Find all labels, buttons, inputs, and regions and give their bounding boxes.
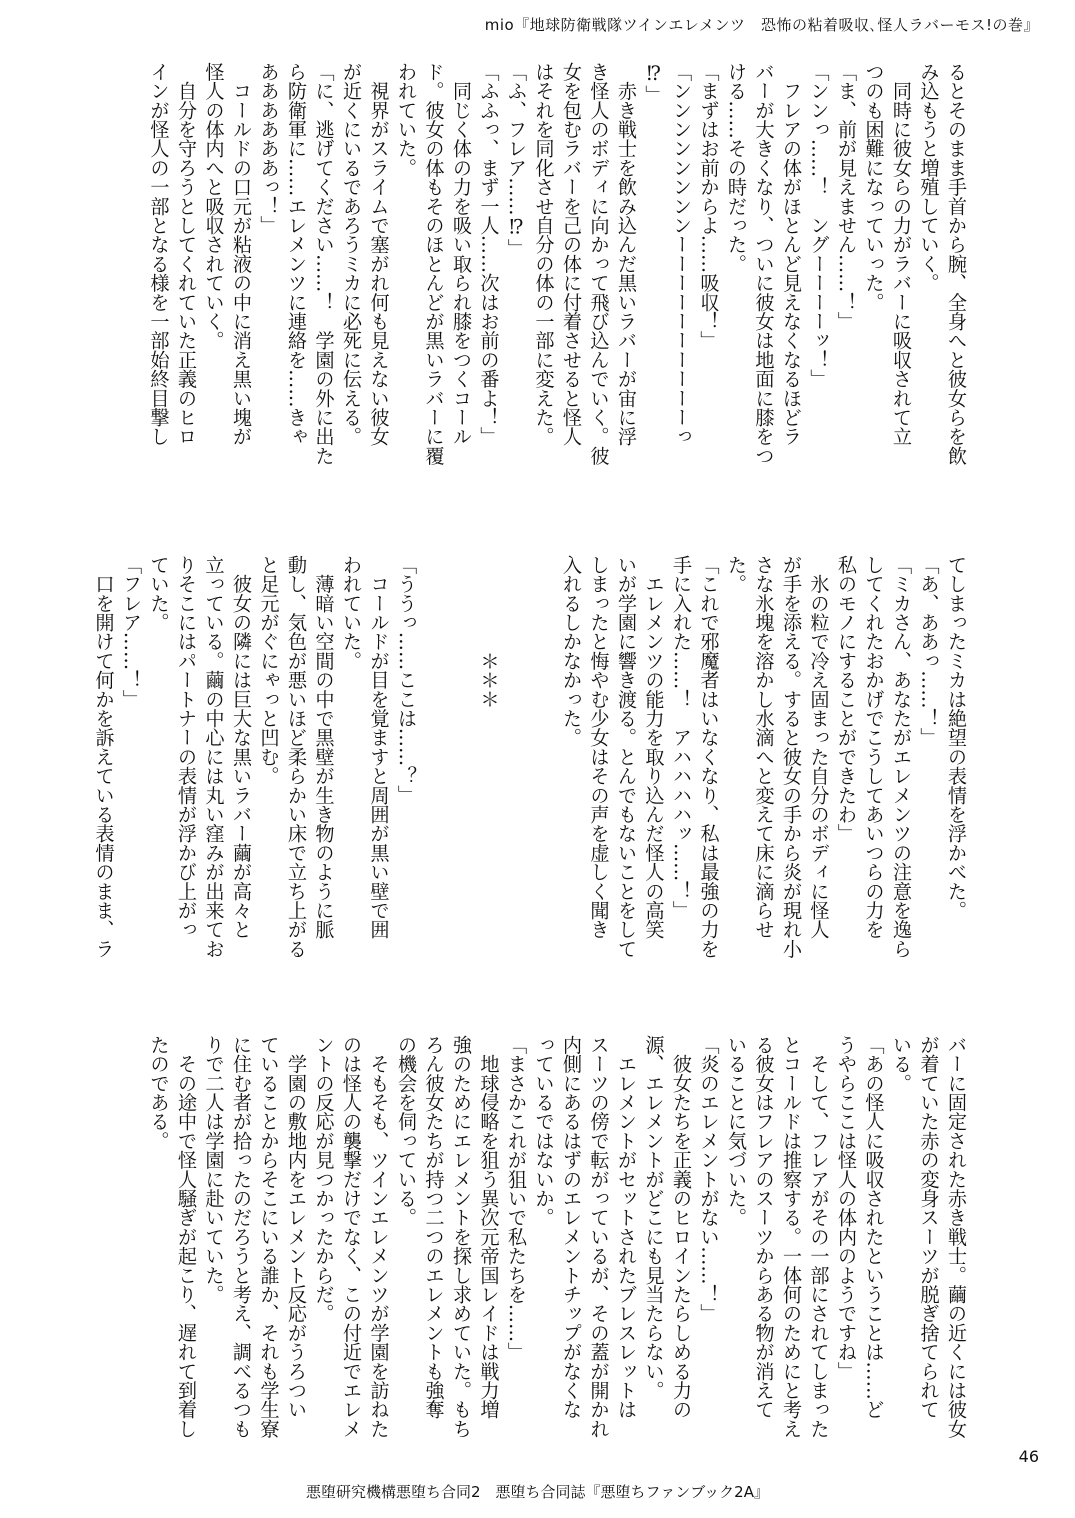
text-column: 「これで邪魔者はいなくなり、私は最強の力を — [697, 555, 721, 959]
text-column: 地球侵略を狙う異次元帝国レイドは戦力増 — [477, 1035, 501, 1419]
text-column: と足元がぐにゃっと凹む。 — [257, 555, 281, 786]
text-column: 源、エレメントがどこにも見当たらない。 — [642, 1035, 666, 1400]
text-column: 私のモノにすることができたわ」 — [835, 555, 858, 843]
text-column: フレアの体がほとんど見えなくなるほどラ — [780, 62, 803, 446]
text-column: 「あ、ああっ……！」 — [917, 555, 941, 747]
text-column: に住む者が拾ったのだろうと考え、調べるつも — [230, 1035, 253, 1439]
text-column: 「あの怪人に吸収されたということは……ど — [862, 1035, 886, 1419]
text-column: いが学園に響き渡る。とんでもないことをして — [615, 555, 638, 959]
text-column: 怪人の体内へと吸収されていく。 — [202, 62, 226, 350]
text-column: 視界がスライムで塞がれ何も見えない彼女 — [367, 62, 391, 446]
text-column: き怪人のボディに向かって飛び込んでいく。彼 — [587, 62, 611, 466]
text-column: たのである。 — [147, 1035, 171, 1151]
text-column: 「フレア……！」 — [120, 555, 143, 709]
text-column: 強のためにエレメントを探し求めていた。もち — [450, 1035, 473, 1439]
text-column: エレメントがセットされたブレスレットは — [615, 1035, 638, 1419]
text-column: インが怪人の一部となる様を一部始終目撃し — [147, 62, 171, 446]
text-column: ド。彼女の体もそのほとんどが黒いラバーに覆 — [422, 62, 446, 466]
text-column: いることに気づいた。 — [725, 1035, 748, 1227]
text-column: が手を添える。すると彼女の手から炎が現れ小 — [780, 555, 803, 959]
footer-credit: 悪堕研究機構悪堕ち合同2 悪堕ち合同誌『悪堕ちファンブック2A』 — [305, 1483, 769, 1501]
text-column: 「に、逃げてください……！ 学園の外に出た — [312, 62, 336, 466]
text-tier-top — [90, 62, 970, 494]
page-number: 46 — [1018, 1447, 1039, 1466]
text-column: が着ていた赤の変身スーツが脱ぎ捨てられて — [917, 1035, 941, 1419]
text-column: 口を開けて何かを訴えている表情のまま、ラ — [92, 555, 116, 959]
text-column: ああああああっ！」 — [257, 62, 281, 235]
text-column: 氷の粒で冷え固まった自分のボディに怪人 — [807, 555, 831, 939]
text-column: 「ミカさん、あなたがエレメンツの注意を逸ら — [890, 555, 913, 959]
text-tier-middle — [90, 555, 970, 987]
text-column: ＊＊＊ — [477, 555, 501, 709]
text-column: エレメンツの能力を取り込んだ怪人の高笑 — [642, 555, 666, 939]
text-column: 「ふふっ、まず一人……次はお前の番よ！」 — [477, 62, 501, 446]
text-column: 「まずはお前からよ……吸収！」 — [697, 62, 721, 350]
text-column: 赤き戦士を飲み込んだ黒いラバーが宙に浮 — [615, 62, 638, 446]
text-column: る彼女はフレアのスーツからある物が消えて — [752, 1035, 776, 1419]
text-column: スーツの傍で転がっているが、その蓋が開かれ — [587, 1035, 611, 1439]
text-column — [503, 555, 531, 987]
text-column: 内側にあるはずのエレメントチップがなくな — [560, 1035, 583, 1419]
text-column: コールドが目を覚ますと周囲が黒い壁で囲 — [367, 555, 391, 939]
text-column: 薄暗い空間の中で黒壁が生き物のように脈 — [312, 555, 336, 939]
text-column: 学園の敷地内をエレメント反応がうろつい — [285, 1035, 308, 1419]
text-column: さな氷塊を溶かし水滴へと変えて床に滴らせ — [752, 555, 776, 939]
text-column: るとそのまま手首から腕、全身へと彼女らを飲 — [945, 62, 968, 466]
text-column: のは怪人の襲撃だけでなく、この付近でエレメ — [340, 1035, 363, 1439]
text-column: てしまったミカは絶望の表情を浮かべた。 — [945, 555, 968, 920]
text-column: バーが大きくなり、ついに彼女は地面に膝をつ — [752, 62, 776, 466]
text-column: ける……その時だった。 — [725, 62, 748, 274]
text-column: ントの反応が見つかったからだ。 — [312, 1035, 336, 1323]
text-column: ら防衛軍に……エレメンツに連絡を……きゃ — [285, 62, 308, 446]
text-column: その途中で怪人騒ぎが起こり、遅れて到着し — [175, 1035, 198, 1439]
text-column: してくれたおかげでこうしてあいつらの力を — [862, 555, 886, 939]
text-column: み込もうと増殖していく。 — [917, 62, 941, 293]
text-column: ろん彼女たちが持つ二つのエレメントも強奪 — [422, 1035, 446, 1419]
text-column: コールドの口元が粘液の中に消え黒い塊が — [230, 62, 253, 446]
text-column: つのも困難になっていった。 — [862, 62, 886, 312]
text-column: うやらここは怪人の体内のようですね」 — [835, 1035, 858, 1381]
text-column: 「ンンンンンンンンーーーーーーーーーーっ — [670, 62, 693, 446]
text-column: はそれを同化させ自分の体の一部に変えた。 — [532, 62, 556, 446]
text-column: 動し、気色が悪いほど柔らかい床で立ち上がる — [285, 555, 308, 959]
text-column: 入れるしかなかった。 — [560, 555, 583, 747]
text-column: が近くにいるであろうミカに必死に伝える。 — [340, 62, 363, 446]
text-column: われていた。 — [395, 62, 418, 178]
text-column: 手に入れた……！ アハハハハッ……！」 — [670, 555, 693, 920]
text-column: ⁉」 — [642, 62, 666, 105]
text-column: 「炎のエレメントがない……！」 — [697, 1035, 721, 1323]
text-column: 立っている。繭の中心には丸い窪みが出来てお — [202, 555, 226, 959]
text-column — [420, 555, 448, 987]
text-column: 自分を守ろうとしてくれていた正義のヒロ — [175, 62, 198, 446]
text-column — [448, 555, 476, 987]
text-column: そもそも、ツインエレメンツが学園を訪ねた — [367, 1035, 391, 1439]
text-column: バーに固定された赤き戦士。繭の近くには彼女 — [945, 1035, 968, 1439]
text-column: 「ま、前が見えません……！」 — [835, 62, 858, 331]
text-tier-bottom — [90, 1035, 970, 1467]
text-column: 「ふ、フレア……⁉」 — [505, 62, 528, 258]
text-column: しまったと悔やむ少女はその声を虚しく聞き — [587, 555, 611, 939]
text-column: りで二人は学園に赴いていた。 — [202, 1035, 226, 1304]
text-column: とコールドは推察する。一体何のためにと考え — [780, 1035, 803, 1439]
text-column: そして、フレアがその一部にされてしまった — [807, 1035, 831, 1439]
text-column: 「ンンっ……！ ングーーーーッ！」 — [807, 62, 831, 389]
text-column: 「まさかこれが狙いで私たちを……」 — [505, 1035, 528, 1362]
text-column: 同時に彼女らの力がラバーに吸収されて立 — [890, 62, 913, 446]
text-column: た。 — [725, 555, 748, 594]
text-column: われていた。 — [340, 555, 363, 671]
text-column: っているではないか。 — [532, 1035, 556, 1227]
text-column: 女を包むラバーを己の体に付着させると怪人 — [560, 62, 583, 446]
text-column — [530, 555, 558, 987]
text-column: 同じく体の力を吸い取られ膝をつくコール — [450, 62, 473, 446]
text-column: りそこにはパートナーの表情が浮かび上がっ — [175, 555, 198, 939]
text-column: ていることからそこにいる誰か、それも学生寮 — [257, 1035, 281, 1439]
text-column: ていた。 — [147, 555, 171, 632]
text-column: 彼女の隣には巨大な黒いラバー繭が高々と — [230, 555, 253, 939]
text-column: 彼女たちを正義のヒロインたらしめる力の — [670, 1035, 693, 1419]
running-header: mio『地球防衛戦隊ツインエレメンツ 恐怖の粘着吸収､怪人ラバーモス!の巻』 — [484, 16, 1039, 34]
text-column: いる。 — [890, 1035, 913, 1093]
text-column: の機会を伺っている。 — [395, 1035, 418, 1227]
text-column: 「ううっ……ここは……？」 — [395, 555, 418, 805]
